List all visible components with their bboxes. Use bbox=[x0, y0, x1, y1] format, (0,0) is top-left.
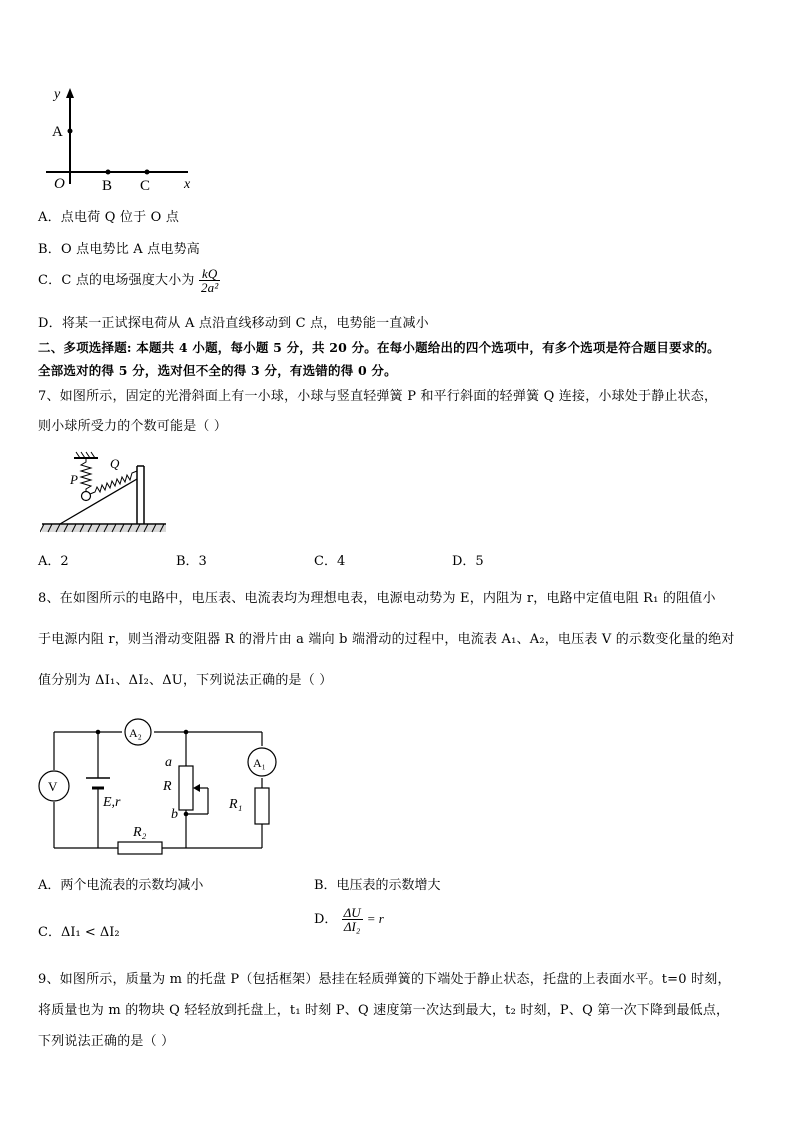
q6-option-c-text: C．C 点的电场强度大小为 bbox=[38, 273, 195, 288]
node-b bbox=[184, 812, 189, 817]
label-r2: R₂ bbox=[133, 825, 147, 840]
q6-option-c-fraction bbox=[199, 267, 221, 294]
slider-arrow bbox=[193, 784, 200, 792]
resistor-r2 bbox=[118, 842, 162, 854]
q9-stem-line3: 下列说法正确的是（ ） bbox=[38, 1034, 175, 1049]
node-a bbox=[184, 730, 189, 735]
q8-option-a: A．两个电流表的示数均减小 bbox=[38, 878, 204, 893]
q8-stem-line3: 值分别为 ΔI₁、ΔI₂、ΔU，下列说法正确的是（ ） bbox=[38, 673, 333, 688]
q6-option-a: A．点电荷 Q 位于 O 点 bbox=[38, 210, 180, 225]
label-v: V bbox=[48, 779, 58, 794]
node-battery-top bbox=[96, 730, 101, 735]
q8-stem-line2: 于电源内阻 r，则当滑动变阻器 R 的滑片由 a 端向 b 端滑动的过程中，电流表 A₁、A₂，电压表 V 的示数变化量的绝对 bbox=[38, 632, 735, 647]
q8-option-c: C．ΔI₁ < ΔI₂ bbox=[38, 925, 120, 940]
q7-stem-line1: 7、如图所示，固定的光滑斜面上有一小球，小球与竖直轻弹簧 P 和平行斜面的轻弹簧 Q 连接，小球处于静止状态， bbox=[38, 389, 718, 404]
q6-option-b: B．O 点电势比 A 点电势高 bbox=[38, 242, 200, 257]
ground-fill bbox=[42, 525, 166, 532]
label-a2: A₂ bbox=[129, 726, 142, 740]
q7-option-c: C．4 bbox=[314, 554, 346, 569]
q6-option-c bbox=[38, 267, 220, 294]
label-r: R bbox=[163, 779, 172, 794]
section2-line1: 二、多项选择题: 本题共 4 小题，每小题 5 分，共 20 分。在每小题给出的四个选项中，有多个选项是符合题目要求的。 bbox=[38, 340, 720, 355]
resistor-r1 bbox=[255, 788, 269, 824]
q7-option-b: B．3 bbox=[176, 554, 207, 569]
q8-option-d-suffix: = r bbox=[366, 911, 384, 926]
q8-option-d-prefix: D． bbox=[314, 912, 338, 927]
y-axis-arrow bbox=[66, 88, 74, 98]
point-b bbox=[106, 170, 111, 175]
label-r1: R₁ bbox=[229, 797, 243, 812]
label-a1: A₁ bbox=[253, 756, 266, 770]
q9-stem-line2: 将质量也为 m 的物块 Q 轻轻放到托盘上，t₁ 时刻 P、Q 速度第一次达到最大，t₂ 时刻，P、Q 第一次下降到最低点， bbox=[38, 1003, 730, 1018]
point-a bbox=[68, 129, 73, 134]
x-label: x bbox=[184, 177, 191, 192]
ball bbox=[82, 492, 91, 501]
q6-option-d: D．将某一正试探电荷从 A 点沿直线移动到 C 点，电势能一直减小 bbox=[38, 316, 429, 331]
fraction-numerator: kQ bbox=[199, 267, 221, 281]
q9-stem-line1: 9、如图所示，质量为 m 的托盘 P（包括框架）悬挂在轻质弹簧的下端处于静止状态，托盘的上表面水平。t=0 时刻， bbox=[38, 972, 731, 987]
fraction-numerator: ΔU bbox=[343, 905, 361, 920]
section2-line2: 全部选对的得 5 分，选对但不全的得 3 分，有选错的得 0 分。 bbox=[38, 363, 397, 378]
q7-stem-line2: 则小球所受力的个数可能是（ ） bbox=[38, 419, 228, 434]
fraction-denominator: 2a² bbox=[200, 280, 219, 295]
c-label: C bbox=[140, 178, 151, 194]
q7-option-a: A．2 bbox=[38, 554, 69, 569]
q8-option-d-fraction bbox=[342, 906, 363, 933]
q8-stem-line1: 8、在如图所示的电路中，电压表、电流表均为理想电表，电源电动势为 E，内阻为 r，电路中定值电阻 R₁ 的阻值小 bbox=[38, 591, 716, 606]
q8-option-d bbox=[314, 906, 384, 933]
q7-option-d: D．5 bbox=[452, 554, 484, 569]
label-a: a bbox=[165, 755, 172, 770]
incline-spring-figure bbox=[40, 448, 170, 536]
spring-p bbox=[81, 458, 91, 492]
o-label: O bbox=[54, 176, 65, 192]
q8-option-b: B．电压表的示数增大 bbox=[314, 878, 441, 893]
fraction-denominator: ΔI₂ bbox=[343, 919, 361, 934]
label-p: P bbox=[70, 472, 78, 487]
axes-figure bbox=[40, 84, 200, 194]
b-label: B bbox=[102, 178, 113, 194]
label-q: Q bbox=[110, 456, 120, 471]
label-b: b bbox=[171, 807, 178, 822]
label-er: E,r bbox=[103, 795, 121, 810]
a-label: A bbox=[52, 124, 63, 140]
circuit-figure bbox=[36, 714, 286, 860]
resistor-r bbox=[179, 766, 193, 810]
point-c bbox=[145, 170, 150, 175]
y-label: y bbox=[54, 87, 61, 102]
